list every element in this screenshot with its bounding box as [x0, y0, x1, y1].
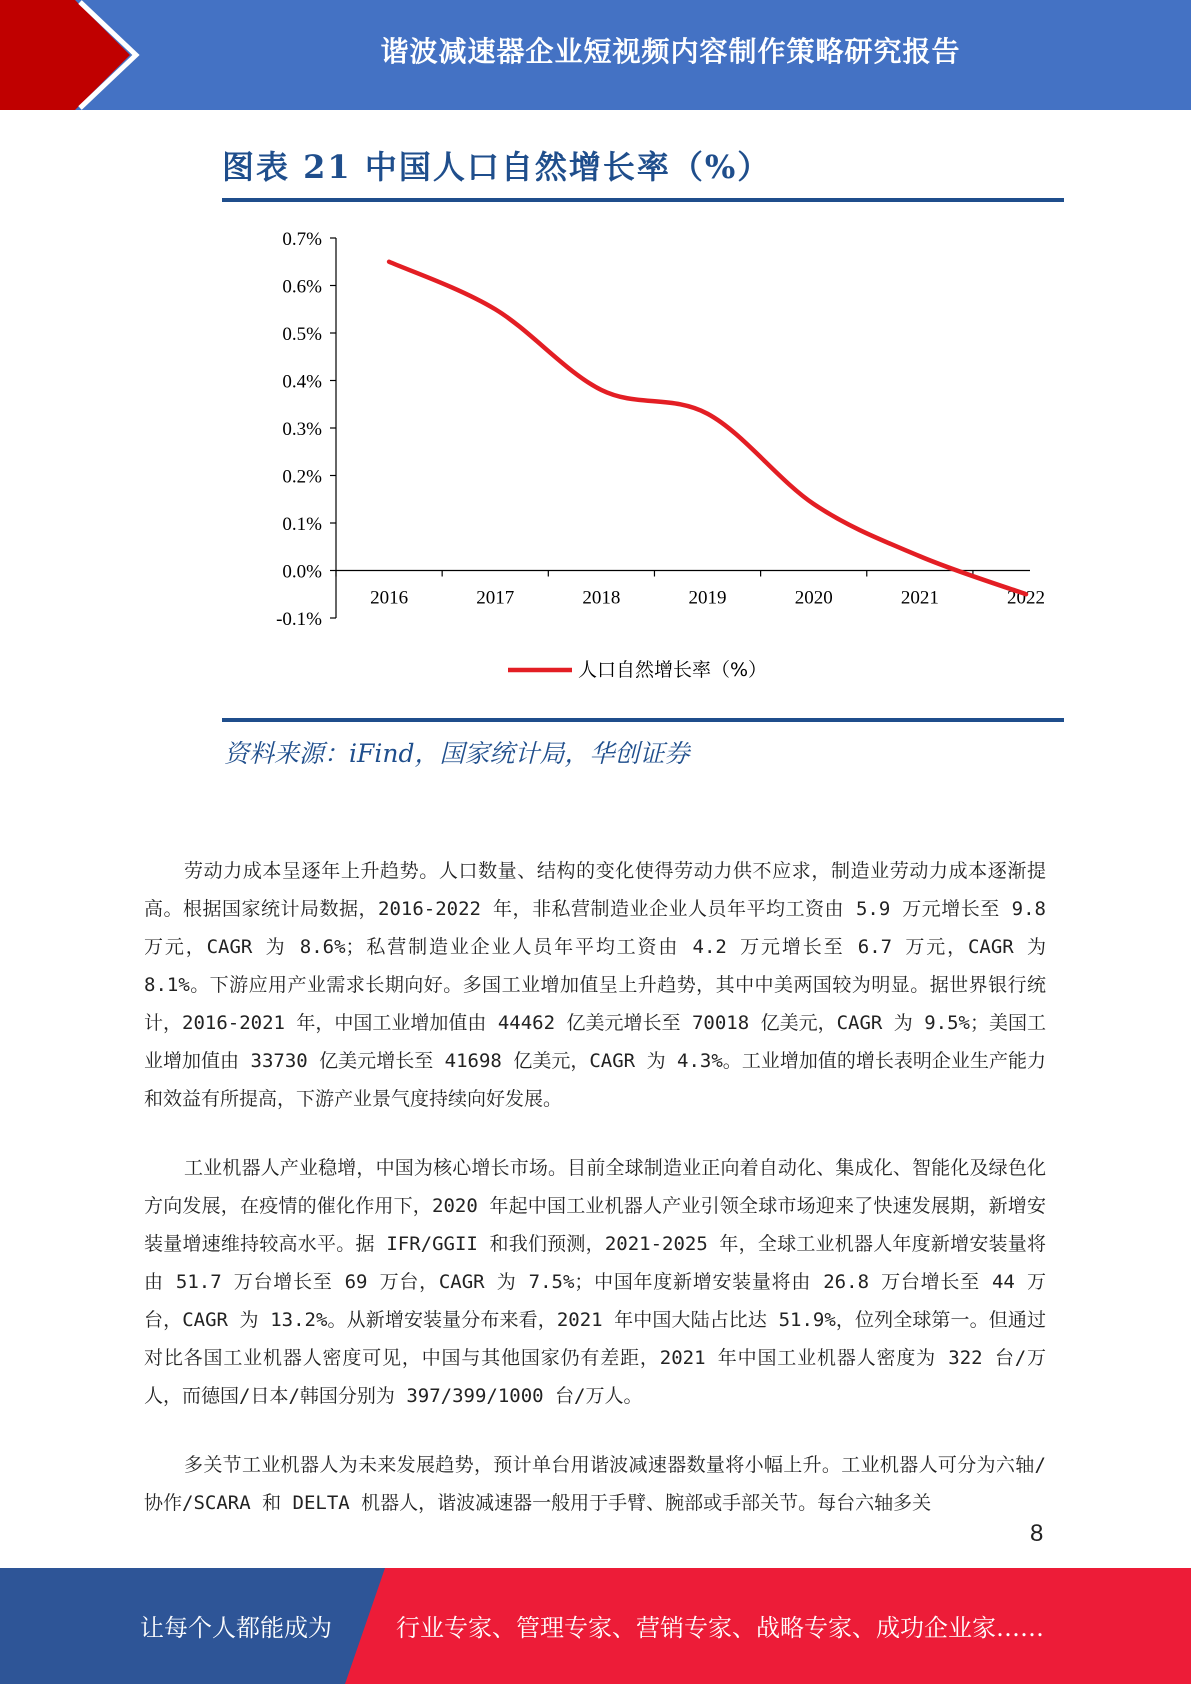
legend-label: 人口自然增长率（%） [578, 659, 768, 681]
x-tick-label: 2019 [688, 587, 727, 609]
report-title: 谐波减速器企业短视频内容制作策略研究报告 [380, 35, 961, 68]
figure-source: 资料来源：iFind，国家统计局，华创证券 [224, 739, 690, 768]
page-number: 8 [1030, 1520, 1044, 1547]
series-line [389, 262, 1026, 595]
y-tick-label: 0.1% [282, 514, 322, 535]
x-tick-label: 2021 [900, 587, 939, 609]
header-banner [0, 0, 1191, 110]
header-arrow-decoration [0, 0, 150, 110]
y-tick-label: 0.4% [282, 371, 322, 393]
figure-bottom-rule [222, 718, 1064, 722]
population-growth-chart [222, 210, 1064, 710]
figure-top-rule [222, 198, 1064, 202]
x-tick-label: 2018 [582, 587, 621, 609]
figure-title: 图表 21 中国人口自然增长率（%） [222, 148, 772, 186]
paragraph-labor-cost: 劳动力成本呈逐年上升趋势。人口数量、结构的变化使得劳动力供不应求，制造业劳动力成本逐渐提高。根据国家统计局数据，2016-2022 年，非私营制造业企业人员年平均工资由 5.9 万元增长至 9.8 万元，CAGR 为 8.6%；私营制造业企业人员年平均工资由 4.2 万元增长至 6.7 万元，CAGR 为 8.1%。下游应用产业需求长期向好。多国工业增加值呈上升趋势，其中中美两国较为明显。据世界银行统计，2016-2021 年，中国工业增加值由 44462 亿美元增长至 70018 亿美元，CAGR 为 9.5%；美国工业增加值由 33730 亿美元增长至 41698 亿美元，CAGR 为 4.3%。工业增加值的增长表明企业生产能力和效益有所提高，下游产业景气度持续向好发展。 [144, 860, 1046, 1110]
y-tick-label: 0.7% [282, 229, 322, 250]
paragraph-multi-joint-robots: 多关节工业机器人为未来发展趋势，预计单台用谐波减速器数量将小幅上升。工业机器人可分为六轴/协作/SCARA 和 DELTA 机器人，谐波减速器一般用于手臂、腕部或手部关节。每台六轴多关 [144, 1454, 1046, 1514]
y-tick-label: 0.0% [282, 561, 322, 583]
y-tick-label: 0.3% [282, 419, 322, 440]
y-tick-label: 0.6% [282, 276, 322, 298]
y-tick-label: -0.1% [276, 609, 322, 630]
x-tick-label: 2016 [370, 587, 409, 609]
paragraph-robot-industry: 工业机器人产业稳增，中国为核心增长市场。目前全球制造业正向着自动化、集成化、智能化及绿色化方向发展，在疫情的催化作用下，2020 年起中国工业机器人产业引领全球市场迎来了快速发展期，新增安装量增速维持较高水平。据 IFR/GGII 和我们预测，2021-2025 年，全球工业机器人年度新增安装量将由 51.7 万台增长至 69 万台，CAGR 为 7.5%；中国年度新增安装量将由 26.8 万台增长至 44 万台，CAGR 为 13.2%。从新增安装量分布来看，2021 年中国大陆占比达 51.9%，位列全球第一。但通过对比各国工业机器人密度可见，中国与其他国家仍有差距，2021 年中国工业机器人密度为 322 台/万人，而德国/日本/韩国分别为 397/399/1000 台/万人。 [144, 1157, 1046, 1407]
y-tick-label: 0.2% [282, 466, 322, 488]
y-tick-label: 0.5% [282, 324, 322, 345]
x-tick-label: 2017 [476, 587, 515, 609]
x-tick-label: 2022 [1007, 587, 1045, 609]
footer-slogan-right: 行业专家、管理专家、营销专家、战略专家、成功企业家…… [396, 1614, 1044, 1642]
footer-slogan-left: 让每个人都能成为 [140, 1614, 332, 1642]
x-tick-label: 2020 [794, 587, 833, 609]
